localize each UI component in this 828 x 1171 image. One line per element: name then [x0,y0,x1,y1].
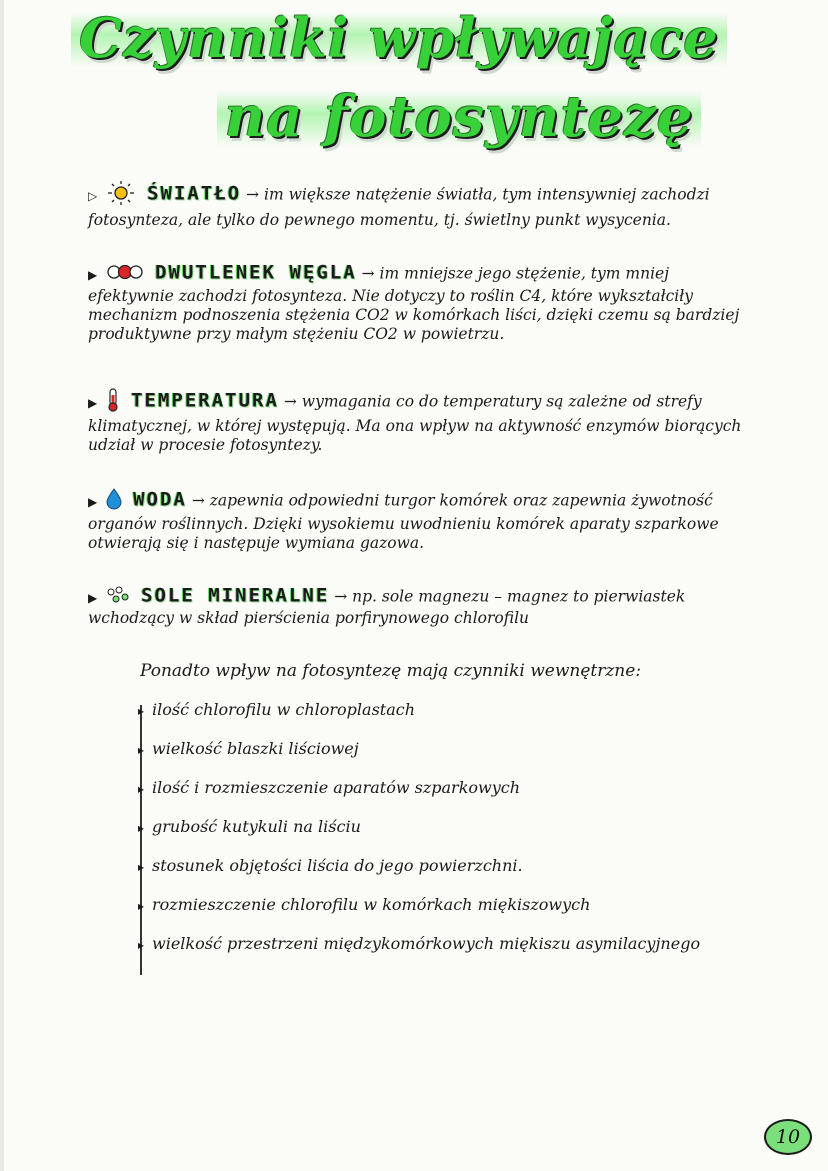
internal-factors-intro: Ponadto wpływ na fotosyntezę mają czynniki wewnętrzne: [140,661,642,681]
factor-light [88,180,758,230]
factor-water [88,488,758,553]
list-item-text: ilość chlorofilu w chloroplastach [152,700,416,719]
bullet-arrow-icon: ▸ [138,782,145,796]
factor-name-temperature: TEMPERATURA [131,389,279,412]
title-line-1 [40,6,758,70]
bullet-arrow-icon: ▸ [138,860,145,874]
title-line-2 [150,84,768,150]
list-item-text: wielkość blaszki liściowej [152,739,359,758]
water-drop-icon [106,488,122,515]
list-item-text: wielkość przestrzeni międzykomórkowych miękiszu asymilacyjnego [152,934,701,953]
bullet-arrow-icon: ▶ [88,395,98,410]
factor-temperature [88,388,758,455]
bullet-arrow-icon: ▸ [138,821,145,835]
list-item [138,856,778,876]
bullet-arrow-icon: ▸ [138,899,145,913]
thermometer-icon [106,388,120,417]
bullet-arrow-icon: ▸ [138,743,145,757]
factor-name-co2: DWUTLENEK WĘGLA [155,261,357,284]
sun-icon [106,180,136,211]
factor-minerals [88,586,758,628]
factor-name-light: ŚWIATŁO [147,182,242,205]
list-item-text: stosunek objętości liścia do jego powierzchni. [152,856,523,875]
bullet-arrow-icon: ▶ [88,494,98,509]
bullet-arrow-icon: ▸ [138,938,145,952]
page-edge [0,0,4,1171]
list-item [138,739,778,759]
factor-desc-water: → zapewnia odpowiedni turgor komórek oraz zapewnia żywotność organów roślinnych. Dzięki wysokiemu uwodnieniu komórek aparaty szparkowe otwierają się i następuje wymiana gazowa. [88,491,719,552]
list-item [138,934,778,954]
list-item [138,895,778,915]
co2-molecule-icon [106,262,144,287]
list-item-text: ilość i rozmieszczenie aparatów szparkowych [152,778,521,797]
page-number-badge: 10 [764,1119,812,1155]
factor-desc-minerals: → np. sole magnezu – magnez to pierwiastek wchodzący w skład pierścienia porfirynowego chlorofilu [88,587,686,627]
factor-name-water: WODA [133,488,187,511]
title-text-2: na fotosyntezę [217,84,702,150]
mineral-salts-icon [106,586,130,609]
bullet-arrow-icon: ▶ [88,267,98,282]
list-item [138,778,778,798]
list-item-text: rozmieszczenie chlorofilu w komórkach miękiszowych [152,895,591,914]
list-item [138,700,778,720]
factor-desc-co2: → im mniejsze jego stężenie, tym mniej efektywnie zachodzi fotosynteza. Nie dotyczy to roślin C4, które wykształciły mechanizm podnoszenia stężenia CO2 w komórkach liści, dzięki czemu są bardziej produktywne przy małym stężeniu CO2 w powietrzu. [88,264,740,343]
factor-name-minerals: SOLE MINERALNE [141,584,330,607]
factor-desc-temperature: → wymagania co do temperatury są zależne od strefy klimatycznej, w której występują. Ma ona wpływ na aktywność enzymów biorących udział w procesie fotosyntezy. [88,392,742,454]
factor-co2 [88,262,758,344]
bullet-arrow-icon: ▶ [88,590,98,605]
title-text-1: Czynniki wpływające [71,6,726,70]
bullet-arrow-icon: ▷ [88,188,98,203]
factor-desc-light: → im większe natężenie światła, tym intensywniej zachodzi fotosynteza, ale tylko do pewnego momentu, tj. świetlny punkt wysycenia. [88,185,710,229]
internal-factors-list [138,700,778,973]
list-item-text: grubość kutykuli na liściu [152,817,361,836]
list-item [138,817,778,837]
bullet-arrow-icon: ▸ [138,704,145,718]
